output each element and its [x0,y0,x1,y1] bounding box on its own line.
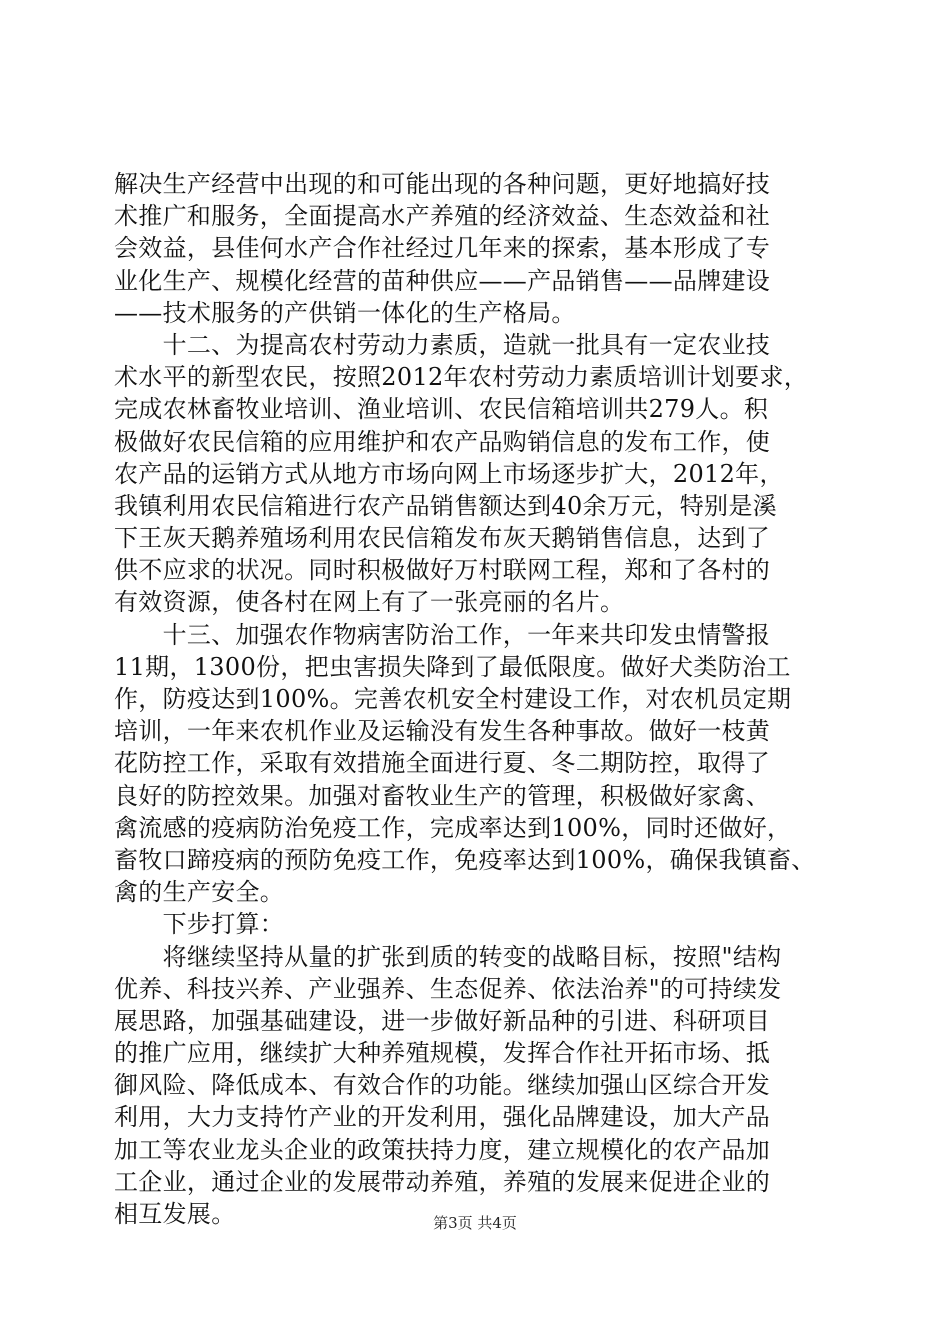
text-line: 培训，一年来农机作业及运输没有发生各种事故。做好一枝黄 [114,717,771,746]
text-line: 下王灰天鹅养殖场利用农民信箱发布灰天鹅销售信息，达到了 [114,524,771,553]
text-line: 完成农林畜牧业培训、渔业培训、农民信箱培训共279人。积 [114,395,769,424]
text-line: 禽流感的疫病防治免疫工作，完成率达到100%，同时还做好， [114,813,792,842]
text-line: 会效益，县佳何水产合作社经过几年来的探索，基本形成了专 [114,234,771,263]
text-line: 极做好农民信箱的应用维护和农产品购销信息的发布工作，使 [114,427,771,456]
text-line: 11期，1300份，把虫害损失降到了最低限度。做好犬类防治工 [114,652,791,681]
text-line: 良好的防控效果。加强对畜牧业生产的管理，积极做好家禽、 [114,781,771,810]
text-line: 工企业，通过企业的发展带动养殖，养殖的发展来促进企业的 [114,1167,771,1196]
text-line: 花防控工作，采取有效措施全面进行夏、冬二期防控，取得了 [114,749,771,778]
text-line: 解决生产经营中出现的和可能出现的各种问题，更好地搞好技 [114,170,771,198]
text-line: 畜牧口蹄疫病的预防免疫工作，免疫率达到100%，确保我镇畜、 [114,845,816,874]
text-line: 作，防疫达到100%。完善农机安全村建设工作，对农机员定期 [114,685,792,713]
text-line: 有效资源，使各村在网上有了一张亮丽的名片。 [114,588,625,617]
text-line: 我镇利用农民信箱进行农产品销售额达到40余万元，特别是溪 [114,491,777,520]
text-line: 下步打算： [114,910,285,939]
page-number-footer: 第3页 共4页 [433,1214,517,1232]
text-line: 术推广和服务，全面提高水产养殖的经济效益、生态效益和社 [114,202,771,231]
text-line: 展思路，加强基础建设，进一步做好新品种的引进、科研项目 [114,1006,771,1035]
text-line: 十三、加强农作物病害防治工作，一年来共印发虫情警报 [114,620,771,649]
text-line: 利用，大力支持竹产业的开发利用，强化品牌建设，加大产品 [114,1103,771,1132]
text-line: 十二、为提高农村劳动力素质，造就一批具有一定农业技 [114,330,771,359]
text-line: 的推广应用，继续扩大种养殖规模，发挥合作社开拓市场、抵 [114,1039,771,1068]
text-line: 农产品的运销方式从地方市场向网上市场逐步扩大，2012年， [114,459,784,488]
document-body [114,168,836,1230]
text-line: 加工等农业龙头企业的政策扶持力度，建立规模化的农产品加 [114,1135,771,1164]
text-line: 优养、科技兴养、产业强养、生态促养、依法治养"的可持续发 [114,974,782,1003]
text-line: 御风险、降低成本、有效合作的功能。继续加强山区综合开发 [114,1071,771,1100]
text-line: 供不应求的状况。同时积极做好万村联网工程，郑和了各村的 [114,556,771,585]
text-line: 术水平的新型农民，按照2012年农村劳动力素质培训计划要求， [114,363,809,392]
text-line: 禽的生产安全。 [114,878,285,907]
text-line: ——技术服务的产供销一体化的生产格局。 [114,298,576,327]
text-line: 将继续坚持从量的扩张到质的转变的战略目标，按照"结构 [114,942,782,971]
text-line: 相互发展。 [114,1200,236,1228]
text-line: 业化生产、规模化经营的苗种供应——产品销售——品牌建设 [114,266,771,295]
